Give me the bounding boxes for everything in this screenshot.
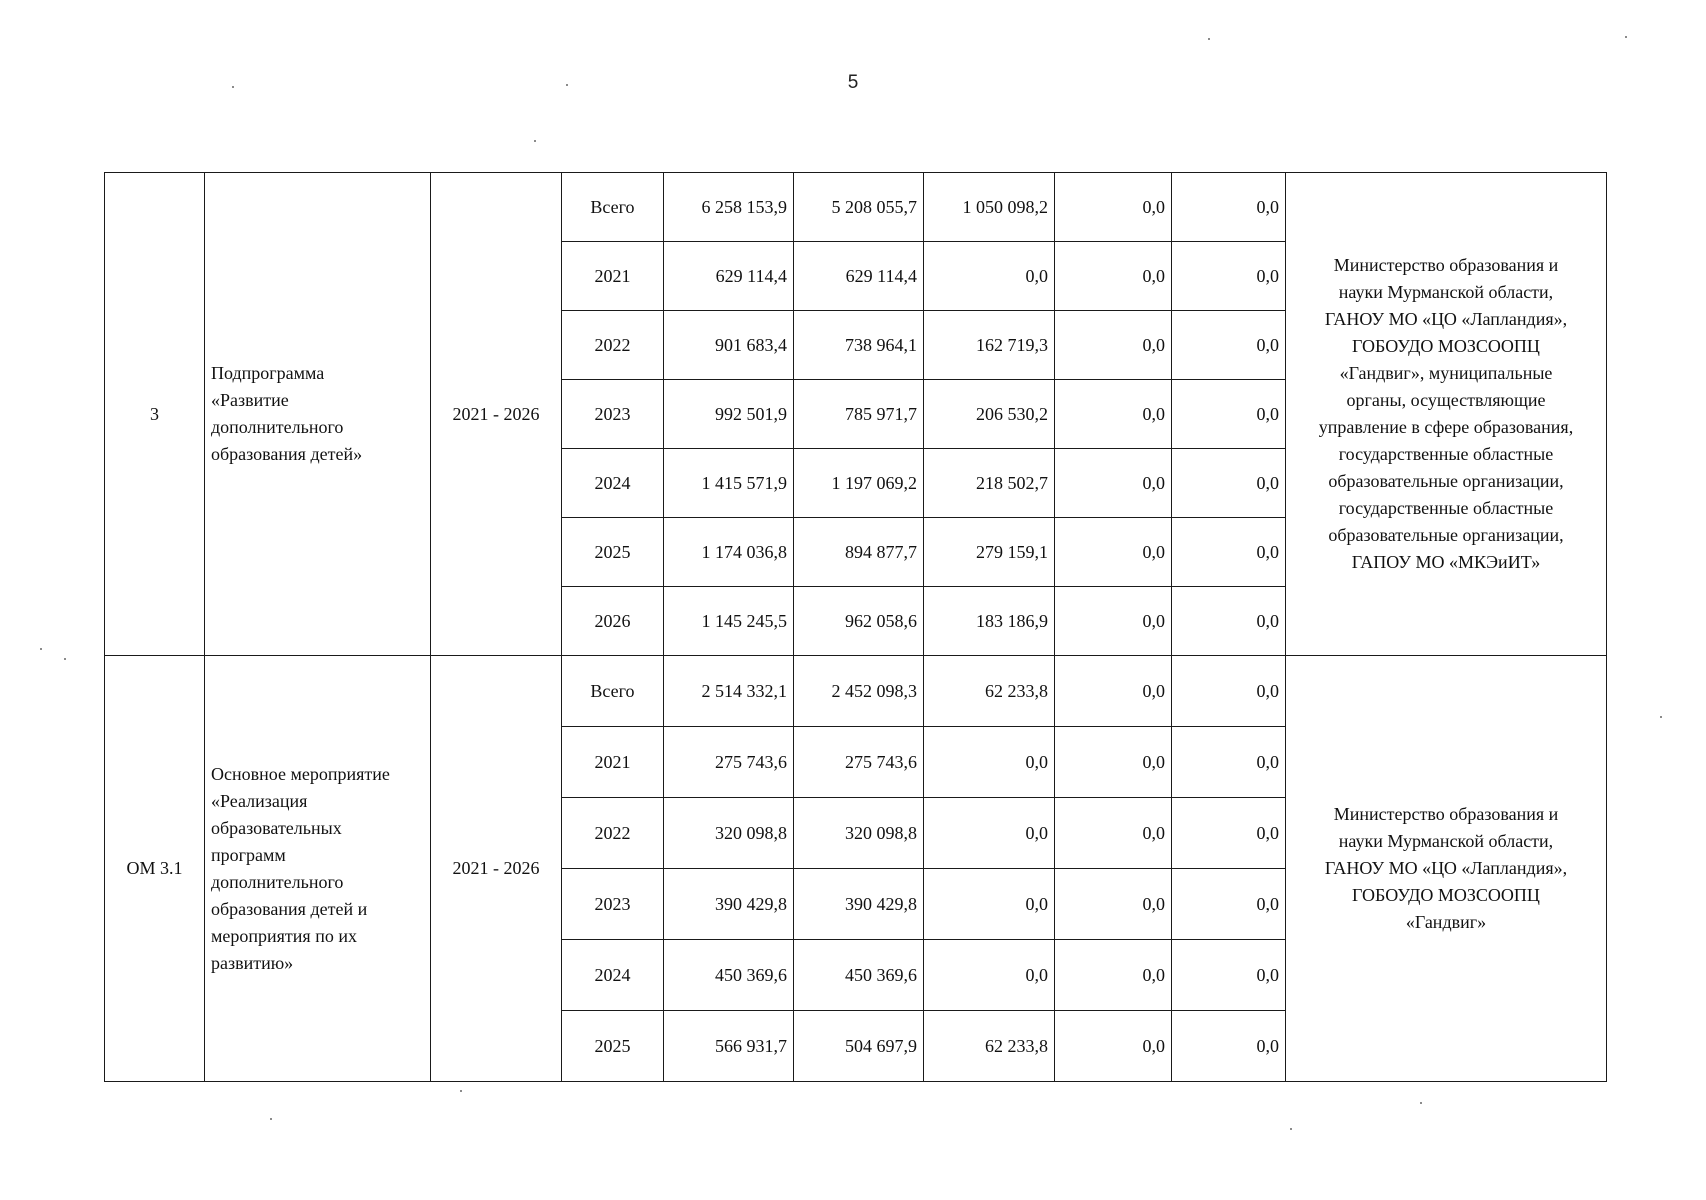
scan-speck <box>270 1118 272 1120</box>
total-cell: 1 174 036,8 <box>664 518 794 587</box>
amount-cell: 785 971,7 <box>794 380 924 449</box>
amount-cell: 0,0 <box>1055 869 1172 940</box>
section-period: 2021 - 2026 <box>431 656 562 1082</box>
amount-cell: 0,0 <box>1172 380 1286 449</box>
page-number: 5 <box>847 72 859 93</box>
section-name-text: Подпрограмма «Развитие дополнительного образования детей» <box>211 363 363 464</box>
scan-speck <box>1660 716 1662 718</box>
year-cell: 2025 <box>562 1011 664 1082</box>
amount-cell: 0,0 <box>1055 940 1172 1011</box>
responsible-text: Министерство образования и науки Мурманской области, ГАНОУ МО «ЦО «Лапландия», ГОБОУДО МОЗСООПЦ «Гандвиг», муниципальные органы, осуществляющие управление в сфере образования, государственные областные образовательные организации, государственные областные образовательные организации, ГАПОУ МО «МКЭиИТ» <box>1318 255 1574 572</box>
section-index: 3 <box>105 173 205 656</box>
amount-cell: 1 197 069,2 <box>794 449 924 518</box>
amount-cell: 894 877,7 <box>794 518 924 587</box>
section-index: ОМ 3.1 <box>105 656 205 1082</box>
amount-cell: 183 186,9 <box>924 587 1055 656</box>
year-cell: 2022 <box>562 798 664 869</box>
total-cell: 2 514 332,1 <box>664 656 794 727</box>
table-body <box>105 173 1607 1082</box>
year-cell: 2022 <box>562 311 664 380</box>
amount-cell: 0,0 <box>924 940 1055 1011</box>
amount-cell: 0,0 <box>924 869 1055 940</box>
amount-cell: 5 208 055,7 <box>794 173 924 242</box>
amount-cell: 0,0 <box>924 242 1055 311</box>
amount-cell: 0,0 <box>1055 449 1172 518</box>
year-cell: 2024 <box>562 940 664 1011</box>
amount-cell: 0,0 <box>1055 380 1172 449</box>
amount-cell: 0,0 <box>1055 656 1172 727</box>
amount-cell: 0,0 <box>1172 656 1286 727</box>
scan-speck <box>64 658 66 660</box>
year-cell: 2024 <box>562 449 664 518</box>
amount-cell: 0,0 <box>1055 173 1172 242</box>
funding-table <box>104 172 1607 1082</box>
amount-cell: 279 159,1 <box>924 518 1055 587</box>
section-name-text: Основное мероприятие «Реализация образовательных программ дополнительного образования детей и мероприятия по их развитию» <box>211 763 390 973</box>
total-cell: 1 145 245,5 <box>664 587 794 656</box>
amount-cell: 629 114,4 <box>794 242 924 311</box>
amount-cell: 0,0 <box>924 798 1055 869</box>
scan-speck <box>1290 1128 1292 1130</box>
amount-cell: 206 530,2 <box>924 380 1055 449</box>
amount-cell: 320 098,8 <box>794 798 924 869</box>
amount-cell: 162 719,3 <box>924 311 1055 380</box>
amount-cell: 0,0 <box>1055 798 1172 869</box>
amount-cell: 275 743,6 <box>794 727 924 798</box>
amount-cell: 738 964,1 <box>794 311 924 380</box>
amount-cell: 0,0 <box>1172 798 1286 869</box>
table-row <box>105 173 1607 242</box>
amount-cell: 0,0 <box>1172 518 1286 587</box>
total-cell: 901 683,4 <box>664 311 794 380</box>
amount-cell: 504 697,9 <box>794 1011 924 1082</box>
amount-cell: 0,0 <box>1172 449 1286 518</box>
amount-cell: 0,0 <box>1172 940 1286 1011</box>
amount-cell: 0,0 <box>1172 242 1286 311</box>
section-name <box>205 656 431 1082</box>
scan-speck <box>460 1090 462 1092</box>
amount-cell: 0,0 <box>1172 1011 1286 1082</box>
year-cell: Всего <box>562 656 664 727</box>
amount-cell: 0,0 <box>1172 727 1286 798</box>
responsible-executors <box>1286 656 1607 1082</box>
amount-cell: 0,0 <box>1055 311 1172 380</box>
total-cell: 450 369,6 <box>664 940 794 1011</box>
amount-cell: 0,0 <box>924 727 1055 798</box>
scan-speck <box>40 648 42 650</box>
scan-speck <box>1420 1102 1422 1104</box>
responsible-text: Министерство образования и науки Мурманской области, ГАНОУ МО «ЦО «Лапландия», ГОБОУДО МОЗСООПЦ «Гандвиг» <box>1324 804 1568 932</box>
amount-cell: 62 233,8 <box>924 1011 1055 1082</box>
amount-cell: 0,0 <box>1055 587 1172 656</box>
amount-cell: 0,0 <box>1172 173 1286 242</box>
amount-cell: 0,0 <box>1055 727 1172 798</box>
table-row <box>105 656 1607 727</box>
amount-cell: 0,0 <box>1055 1011 1172 1082</box>
amount-cell: 450 369,6 <box>794 940 924 1011</box>
amount-cell: 962 058,6 <box>794 587 924 656</box>
total-cell: 992 501,9 <box>664 380 794 449</box>
total-cell: 629 114,4 <box>664 242 794 311</box>
amount-cell: 390 429,8 <box>794 869 924 940</box>
amount-cell: 0,0 <box>1055 518 1172 587</box>
scan-speck <box>566 84 568 86</box>
amount-cell: 0,0 <box>1172 587 1286 656</box>
amount-cell: 218 502,7 <box>924 449 1055 518</box>
scan-speck <box>1208 38 1210 40</box>
section-name <box>205 173 431 656</box>
total-cell: 275 743,6 <box>664 727 794 798</box>
scan-speck <box>232 86 234 88</box>
year-cell: 2023 <box>562 380 664 449</box>
scan-speck <box>1625 36 1627 38</box>
year-cell: 2025 <box>562 518 664 587</box>
year-cell: 2021 <box>562 727 664 798</box>
total-cell: 1 415 571,9 <box>664 449 794 518</box>
total-cell: 6 258 153,9 <box>664 173 794 242</box>
scan-speck <box>534 140 536 142</box>
year-cell: Всего <box>562 173 664 242</box>
total-cell: 566 931,7 <box>664 1011 794 1082</box>
amount-cell: 1 050 098,2 <box>924 173 1055 242</box>
amount-cell: 0,0 <box>1055 242 1172 311</box>
responsible-executors <box>1286 173 1607 656</box>
year-cell: 2021 <box>562 242 664 311</box>
amount-cell: 0,0 <box>1172 311 1286 380</box>
amount-cell: 2 452 098,3 <box>794 656 924 727</box>
section-period: 2021 - 2026 <box>431 173 562 656</box>
amount-cell: 62 233,8 <box>924 656 1055 727</box>
year-cell: 2026 <box>562 587 664 656</box>
amount-cell: 0,0 <box>1172 869 1286 940</box>
total-cell: 390 429,8 <box>664 869 794 940</box>
total-cell: 320 098,8 <box>664 798 794 869</box>
year-cell: 2023 <box>562 869 664 940</box>
